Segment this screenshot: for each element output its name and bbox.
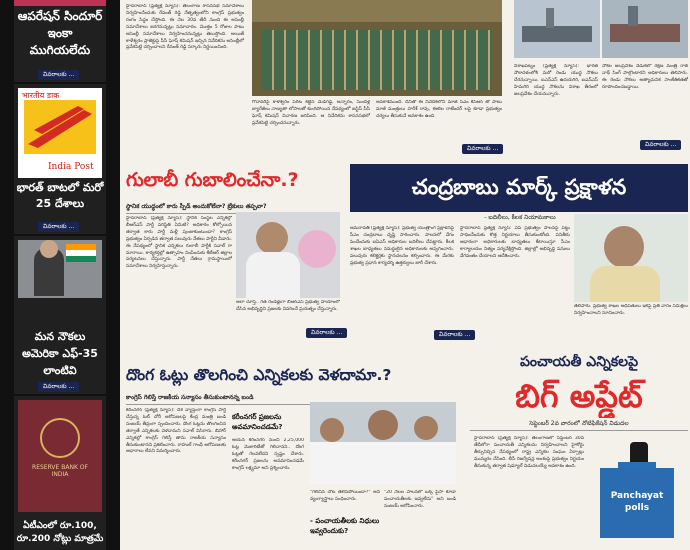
chandrababu-story-col-1: అమరావతి (ఫ్రత్యక్ష న్యూస్): ప్రభుత్వ యంత్రాంగ ప్రక్షాళనపై సీఎం చంద్రబాబు దృష్టి సారించారు. పాలనలో వేగం పెంచేందుకు ఐఏఎస్ అధికారుల బదిలీలు చేపట్టారు. కీలక శాఖల బాధ్యతలు సమర్థులైన అధికారులకు అప్పగించారు. పలువురు కలెక్టర్లకు స్థానచలనం కల్పించారు. ఈ మేరకు ప్రభుత్వ ప్రధాన కార్యదర్శి ఉత్తర్వులు జారీ చేశారు. (350, 226, 454, 266)
assembly-story-col-1: హైదరాబాద్ (ఫ్రత్యక్ష న్యూస్): తెలంగాణ శాసనసభ సమావేశాలు నిర్వహించేందుకు రేవంత్ రెడ్డి నేతృత్వంలోని కాంగ్రెస్ ప్రభుత్వం రంగం సిద్ధం చేస్తోంది. ఈ నెల 30వ తేదీ నుంచి ఈ అసెంబ్లీ సమావేశాలు జరగనున్నట్లు సమాచారం. మొత్తం 5 రోజుల పాటు అసెంబ్లీ సమావేశాలు నిర్వహించనున్నట్లు తెలుస్తోంది. అయితే కాళేశ్వరం ప్రాజెక్టుపై పీసీ ఘోష్ కమిషన్ ఇచ్చిన నివేదికను అసెంబ్లీలో ప్రవేశపెట్టి చర్చించాలని రేవంత్ రెడ్డి సర్కారు నిర్ణయించింది. (126, 4, 244, 51)
donga-story-col-3: "గెలిచిన చోట తెలిసిపోయిందా?" అని వ్యంగ్యాస్త్రాలు సంధించారు. (310, 490, 380, 502)
chandrababu-banner (350, 164, 688, 212)
panchayat-story-body: హైదరాబాద్ (ఫ్రత్యక్ష న్యూస్): తెలంగాణలో సెప్టెంబర్ 30వ తేదీలోగా పంచాయతీ ఎన్నికలను నిర్వహించాలని హైకోర్టు తీర్పునిచ్చిన నేపథ్యంలో రాష్ట్ర ఎన్నికల సంఘం ఏర్పాట్లు ముమ్మరం చేసింది. బీసీ రిజర్వేషన్ల అంశంపై ప్రభుత్వం నిర్ణయం తీసుకున్న తర్వాత షెడ్యూల్ విడుదలయ్యే అవకాశం ఉంది. (474, 436, 584, 469)
chandrababu-headline: చంద్రబాబు మార్క్ ప్రక్షాళన (411, 175, 627, 199)
ballot-box-label: Panchayat polls (610, 491, 664, 513)
warship-photo-2 (602, 0, 688, 58)
donga-kicker: కాంగ్రెస్ గెలిస్తే రాజకీయ సన్యాసం తీసుకుంటానన్న బండి (126, 394, 456, 405)
warship-photo-1 (514, 0, 600, 58)
sidebar-story-2[interactable] (14, 84, 106, 234)
donga-subhead-1: కరీంనగర్ ప్రజలను అవమానించడమే? (232, 413, 283, 431)
sidebar-story-4[interactable] (14, 396, 106, 550)
rbi-seal (18, 400, 102, 512)
bandi-sanjay-photo (310, 402, 456, 484)
read-more-button[interactable]: వివరాలకు ... (640, 140, 681, 150)
kcr-photo (236, 212, 340, 298)
read-more-button[interactable]: వివరాలకు ... (462, 144, 503, 154)
chandrababu-kicker: - బదిలీలు, కీలక నియామకాలు (484, 214, 556, 221)
photo-thumb (14, 0, 106, 6)
donga-story-col-4: "20 నెలల పాలనలో ఒక్క పైసా కూడా పంచాయతీలకు ఇవ్వలేదు" అని బండి సంజయ్ ఆరోపించారు. (384, 490, 456, 509)
panchayat-topline: పంచాయతీ ఎన్నికలపై (519, 354, 639, 370)
rbi-seal-text: RESERVE BANK OF INDIA (32, 464, 88, 478)
donga-story-col-1: కరీంనగర్ (ఫ్రత్యక్ష న్యూస్): దేశ వ్యాప్తంగా కాంగ్రెస్ పార్టీ చేస్తున్న ఓట్ చోరీ ఆరోపణలపై కేంద్ర మంత్రి బండి సంజయ్ తీవ్రంగా స్పందించారు. దొంగ ఓట్లను తొలగించిన తర్వాతే ఎన్నికలకు వెళదామని సవాల్ విసిరారు. బిహార్ ఎన్నికల్లో కాంగ్రెస్ గెలిస్తే తాను రాజకీయ సన్యాసం తీసుకుంటానని ప్రకటించారు. రాహుల్ గాంధీ ఆరోపణలకు ఆధారాలు లేవని విమర్శించారు. (126, 408, 226, 455)
photo-thumb (18, 240, 102, 298)
panchayat-headline: బిగ్ అప్డేట్ (515, 377, 643, 415)
logo-english-text: India Post (48, 162, 94, 172)
gulabi-kicker: స్థానిక యుద్ధంలో కారు స్పీడ్ అందుకోలేనా? బ్రేకులు తప్పవా? (126, 203, 338, 214)
india-post-bird-icon (24, 100, 96, 154)
sidebar-headline: ఆపరేషన్ సిందూర్ ఇంకా ముగియలేదు (17, 9, 103, 57)
assembly-hall-photo (252, 0, 502, 96)
chandrababu-story-col-2: హైదరాబాద్ ఫ్రత్యక్ష న్యూస్: ఏపీ ప్రభుత్వం పాలనపై పట్టు సాధించేందుకు కొత్త నిర్ణయాలు తీసుకుంటోంది. పనితీరు ఆధారంగా అధికారులకు బాధ్యతలు కేటాయిస్తూ సీఎం కార్యాలయం నిత్యం పర్యవేక్షిస్తోంది. జిల్లాల్లో అభివృద్ధి పనులు వేగవంతం చేయాలని ఆదేశించారు. (460, 226, 570, 259)
chandrababu-photo (574, 214, 688, 302)
gulabi-story-col-1: హైదరాబాద్ (ఫ్రత్యక్ష న్యూస్): స్థానిక సంస్థల ఎన్నికల్లో బీఆర్ఎస్ పార్టీ పరిస్థితి ఏమిటి? అధికారం కోల్పోయిన తర్వాత కారు పార్టీ మళ్లీ పుంజుకుంటుందా? కాంగ్రెస్ ప్రభుత్వం ఏర్పడిన తర్వాత పలువురు నేతలు పార్టీని వీడారు. ఈ నేపథ్యంలో స్థానిక ఎన్నికలు గులాబీ పార్టీకి సవాల్ గా మారాయి. కార్యకర్తల్లో ఉత్సాహం నింపేందుకు కేటీఆర్ జిల్లాల పర్యటనలు చేస్తున్నారు. పార్టీ నేతలు గ్రామస్థాయిలో సమావేశాలు నిర్వహిస్తున్నారు. (126, 216, 232, 270)
sidebar-headline: భారత్ బాటలో మరో 25 దేశాలు (16, 181, 104, 210)
read-more-button[interactable]: వివరాలకు ... (434, 330, 475, 340)
warship-story-col-1: విశాఖపట్నం (ఫ్రత్యక్ష న్యూస్): భారత నౌకాదళంలోకి మరో రెండు యుద్ధ నౌకలు చేరనున్నాయి. ఐఎన్ఎస్ ఉదయగిరి, ఐఎన్ఎస్ హిమగిరి యుద్ధ నౌకలను విశాఖ తీరంలో జలప్రవేశం చేయనున్నారు. (514, 64, 598, 97)
donga-subhead-2: - పంచాయతీలకు నిధులు ఇవ్వరెందుకు? (310, 517, 380, 535)
assembly-story-col-2: గోదావరిపై కాళేశ్వరం పేరిట కట్టిన మేడిగడ్డ, అన్నారం, సుందిళ్ల బ్యారేజీలు నాణ్యతా లోపాలతో కుంగిపోయిన నేపథ్యంలో జస్టిస్ పీసీ ఘోష్ కమిషన్ విచారణ జరిపింది. ఆ నివేదికను శాసనసభలో ప్రవేశపెట్టి చర్చించనున్నారు. (252, 100, 370, 126)
read-more-button[interactable]: వివరాలకు ... (38, 70, 79, 80)
india-post-logo (18, 88, 102, 178)
read-more-button[interactable]: వివరాలకు ... (38, 382, 79, 392)
sidebar-headline: మన నౌకలు అమెరికా ఎఫ్-35 లాంటివి (22, 330, 98, 377)
read-more-button[interactable]: వివరాలకు ... (38, 222, 79, 232)
donga-story-col-2: ఆయన కరీంనగర్ నుంచి 2,25,000 ఓట్ల మెజారిటీతో గెలిచానని.. దొంగ ఓట్లతో గెలవలేదని స్పష్టం చేశారు. కరీంనగర్ ప్రజలను అవమానించడమే కాంగ్రెస్ లక్ష్యమా అని ప్రశ్నించారు. (232, 438, 304, 471)
sidebar-story-3[interactable] (14, 236, 106, 394)
logo-hindi-text: भारतीय डाक (22, 91, 60, 100)
chandrababu-story-col-3: తెలిపారు. ప్రభుత్వ శాఖల అధిపతులు ఇకపై ప్రతి వారం సమీక్షలు నిర్వహించాలని సూచించారు. (574, 304, 688, 316)
sidebar-story-1[interactable] (14, 0, 106, 82)
donga-headline: దొంగ ఓట్లు తొలగించి ఎన్నికలకు వెళదామా.? (126, 366, 392, 384)
read-more-button[interactable]: వివరాలకు ... (306, 328, 347, 338)
panchayat-kicker: సెప్టెంబర్ 2వ వారంలో నోటిఫికేషన్ విడుదల (470, 420, 688, 431)
ballot-box-illustration (588, 440, 688, 544)
ballot-box (600, 468, 674, 538)
assembly-story-col-3: అవకాశముంది. దీనితో ఈ నివేదికలోని మాజీ సీఎం కేసీఆర్ తో పాటు మాజీ మంత్రులు హరీశ్ రావు, ఈటెల రాజేందర్ లపై కూడా ప్రభుత్వం చర్యలు తీసుకునే అవకాశం ఉంది. (376, 100, 502, 119)
warship-story-col-2: నౌకల జలప్రవేశం వేడుకలో రక్షణ మంత్రి రాజ్ నాథ్ సింగ్ పాల్గొంటారని అధికారులు తెలిపారు. ఈ రెండు నౌకలు అత్యాధునిక సాంకేతికతతో రూపొందించబడ్డాయి. (602, 64, 688, 90)
gulabi-story-col-2: అలా చూస్తే.. గత రెండేళ్లుగా బీఆర్ఎస్ ప్రభుత్వ హయాంలో చేసిన అభివృద్ధిని ప్రజలకు వివరించే ప్రయత్నం చేస్తున్నారు. (236, 300, 340, 312)
sidebar-headline: ఏటీఎంలో రూ.100, రూ.200 నోట్లు మాత్రమే (16, 521, 104, 544)
gulabi-headline: గులాబీ గుబాలించేనా.? (126, 169, 299, 191)
